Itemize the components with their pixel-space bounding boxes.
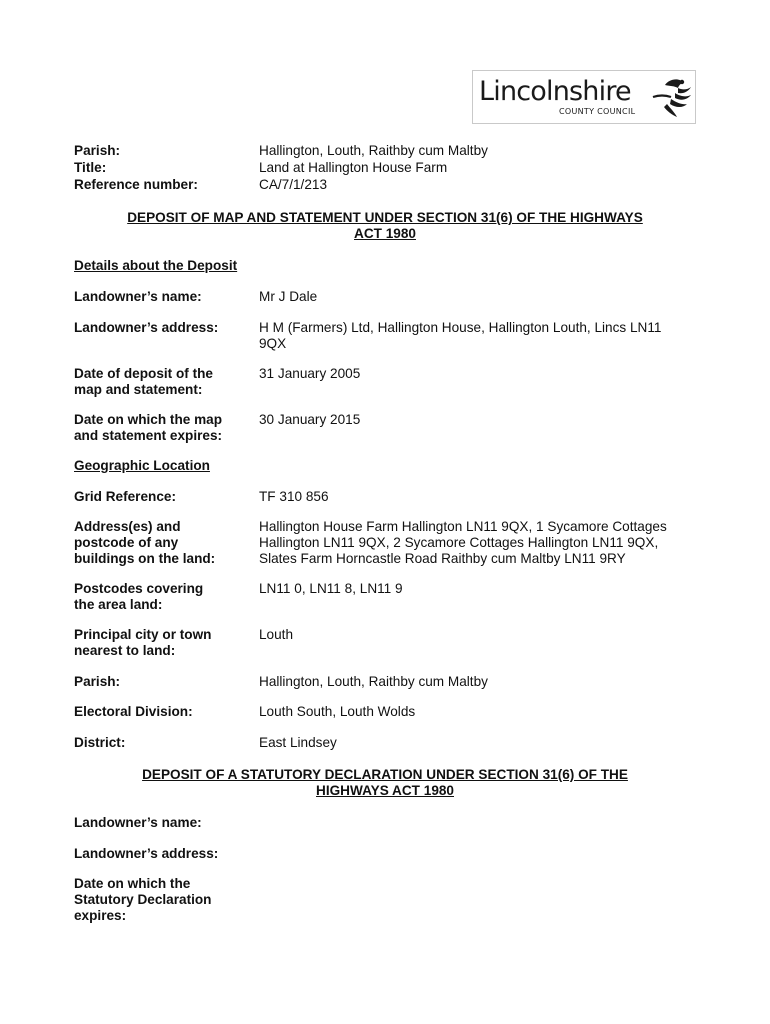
postcodes-label — [74, 581, 252, 613]
nearest-town-value: Louth — [259, 627, 294, 642]
landowner-address-line2: 9QX — [259, 336, 287, 351]
map-statement-heading-line1: DEPOSIT OF MAP AND STATEMENT UNDER SECTION 31(6) OF THE HIGHWAYS — [127, 210, 643, 225]
postcodes-label-line2: the area land: — [74, 597, 163, 612]
postcodes-value: LN11 0, LN11 8, LN11 9 — [259, 581, 403, 596]
district-value: East Lindsey — [259, 735, 337, 750]
addresses-label-line2: postcode of any — [74, 535, 179, 550]
date-of-deposit-label-line1: Date of deposit of the — [74, 366, 213, 381]
date-of-deposit-value: 31 January 2005 — [259, 366, 361, 381]
date-of-deposit-label — [74, 366, 252, 398]
parish-header-value: Hallington, Louth, Raithby cum Maltby — [259, 143, 488, 158]
deposit-details-section-title: Details about the Deposit — [74, 258, 238, 273]
addresses-label-line3: buildings on the land: — [74, 551, 216, 566]
declaration-landowner-address-label: Landowner’s address: — [74, 846, 219, 861]
landowner-name-label: Landowner’s name: — [74, 289, 202, 304]
declaration-expires-label — [74, 876, 252, 924]
imp-emblem-icon — [651, 75, 693, 121]
date-of-deposit-label-line2: map and statement: — [74, 382, 203, 397]
statutory-declaration-heading-line1: DEPOSIT OF A STATUTORY DECLARATION UNDER SECTION 31(6) OF THE — [142, 767, 628, 782]
postcodes-label-line1: Postcodes covering — [74, 581, 204, 596]
electoral-division-label: Electoral Division: — [74, 704, 193, 719]
grid-reference-value: TF 310 856 — [259, 489, 329, 504]
addresses-label-line1: Address(es) and — [74, 519, 181, 534]
declaration-expires-label-line1: Date on which the — [74, 876, 191, 891]
nearest-town-label-line1: Principal city or town — [74, 627, 212, 642]
electoral-division-value: Louth South, Louth Wolds — [259, 704, 416, 719]
reference-number-value: CA/7/1/213 — [259, 177, 328, 192]
date-expires-value: 30 January 2015 — [259, 412, 361, 427]
addresses-line1: Hallington House Farm Hallington LN11 9QX, 1 Sycamore Cottages — [259, 519, 667, 534]
declaration-landowner-name-label: Landowner’s name: — [74, 815, 202, 830]
declaration-expires-label-line2: Statutory Declaration — [74, 892, 212, 907]
logo-wordmark: Lincolnshire — [479, 76, 631, 107]
location-parish-label: Parish: — [74, 674, 121, 689]
landowner-name-value: Mr J Dale — [259, 289, 318, 304]
nearest-town-label-line2: nearest to land: — [74, 643, 176, 658]
date-expires-label-line2: and statement expires: — [74, 428, 223, 443]
grid-reference-label: Grid Reference: — [74, 489, 176, 504]
title-header-label: Title: — [74, 160, 107, 175]
date-expires-label-line1: Date on which the map — [74, 412, 223, 427]
title-header-value: Land at Hallington House Farm — [259, 160, 448, 175]
location-parish-value: Hallington, Louth, Raithby cum Maltby — [259, 674, 488, 689]
landowner-address-line1: H M (Farmers) Ltd, Hallington House, Hallington Louth, Lincs LN11 — [259, 320, 662, 335]
addresses-line2: Hallington LN11 9QX, 2 Sycamore Cottages Hallington LN11 9QX, — [259, 535, 659, 550]
map-statement-heading-line2: ACT 1980 — [354, 226, 416, 241]
addresses-value — [259, 519, 699, 567]
map-statement-heading — [74, 210, 696, 242]
statutory-declaration-heading — [74, 767, 696, 799]
council-logo — [472, 70, 696, 124]
district-label: District: — [74, 735, 126, 750]
landowner-address-value — [259, 320, 699, 352]
addresses-line3: Slates Farm Horncastle Road Raithby cum Maltby LN11 9RY — [259, 551, 626, 566]
parish-header-label: Parish: — [74, 143, 121, 158]
geographic-location-section-title: Geographic Location — [74, 458, 210, 473]
nearest-town-label — [74, 627, 252, 659]
landowner-address-label: Landowner’s address: — [74, 320, 219, 335]
logo-subtitle: COUNTY COUNCIL — [559, 107, 636, 116]
addresses-label — [74, 519, 252, 567]
date-expires-label — [74, 412, 252, 444]
reference-number-label: Reference number: — [74, 177, 198, 192]
statutory-declaration-heading-line2: HIGHWAYS ACT 1980 — [316, 783, 454, 798]
declaration-expires-label-line3: expires: — [74, 908, 127, 923]
